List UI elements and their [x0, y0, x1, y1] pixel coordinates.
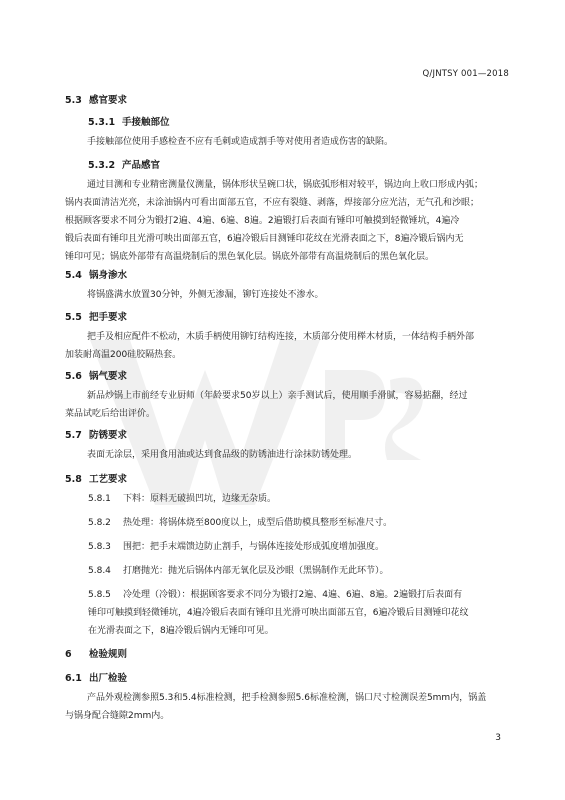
page-number: 3	[495, 733, 501, 743]
section-title: 手接触部位	[122, 117, 170, 128]
section-heading-6-1	[65, 670, 127, 684]
paragraph-line: 根据顾客要求不同分为锻打2遍、4遍、6遍、8遍。2遍锻打后表面有锤印可触摸到轻微锤坑，4遍冷	[65, 216, 460, 226]
paragraph-line: 产品外观检测参照5.3和5.4标准检测，把手检测参照5.6标准检测，锅口尺寸检测误差5mm内，锅盖	[87, 693, 487, 703]
paragraph-6-1	[65, 689, 515, 725]
item-number: 5.8.3	[88, 542, 111, 552]
paragraph-5-5	[65, 328, 515, 364]
section-heading-5-5	[65, 309, 127, 323]
item-text: 冷处理（冷锻）：根据顾客要求不同分为锻打2遍、4遍、6遍、8遍。2遍锻打后表面有	[123, 590, 463, 600]
section-title: 感官要求	[89, 95, 128, 106]
item-text: 锤印可触摸到轻微锤坑，4遍冷锻后表面有锤印且光滑可映出面部五官，6遍冷锻后目测锤印花纹	[88, 608, 469, 618]
item-number: 5.8.5	[88, 590, 111, 600]
paragraph-line: 锻后表面有锤印且光滑可映出面部五官，6遍冷锻后目测锤印花纹在光滑表面之下，8遍冷锻后锅内无	[65, 234, 464, 244]
section-title: 锅气要求	[89, 371, 128, 382]
section-heading-5-4	[65, 267, 127, 281]
paragraph-line: 手接触部位使用手感检查不应有毛刺或造成割手等对使用者造成伤害的缺陷。	[87, 137, 394, 147]
section-heading-5-8	[65, 471, 127, 485]
section-number: 6.1	[65, 673, 82, 684]
chapter-heading-6	[65, 646, 127, 660]
section-number: 5.3.1	[88, 117, 116, 128]
item-text: 打磨抛光：抛光后锅体内部无氧化层及沙眼（黑锅制作无此环节）。	[123, 566, 389, 576]
paragraph-line: 通过目测和专业精密测量仪测量，锅体形状呈碗口状，锅底弧形相对较平，锅边向上收口形成内弧；	[87, 180, 484, 190]
section-number: 5.7	[65, 430, 82, 441]
section-title: 出厂检验	[89, 673, 128, 684]
paragraph-line: 菜品试吃后给出评价。	[65, 409, 156, 419]
section-heading-5-7	[65, 427, 127, 441]
section-number: 5.4	[65, 270, 82, 281]
list-item-5-8-4	[88, 562, 518, 580]
item-text: 围把：把手末端馈边防止割手，与锅体连接处形成弧度增加强度。	[123, 542, 385, 552]
paragraph-line: 新品炒锅上市前经专业厨师（年龄要求50岁以上）亲手测试后，使用顺手滑腻，容易掂翻，经过	[87, 391, 468, 401]
section-heading-5-3-2	[88, 157, 160, 171]
section-number: 5.8	[65, 474, 82, 485]
item-number: 5.8.2	[88, 518, 111, 528]
paragraph-line: 锤印可见；锅底外部带有高温烧制后的黑色氧化层。锅底外部带有高温烧制后的黑色氧化层。	[65, 252, 435, 262]
paragraph-line: 加装耐高温200硅胶隔热套。	[65, 350, 182, 360]
item-number: 5.8.1	[88, 494, 111, 504]
item-text: 热处理：将锅体烧至800度以上，成型后借助模具整形至标准尺寸。	[123, 518, 393, 528]
section-number: 5.3	[65, 95, 82, 106]
document-code: Q/JNTSY 001—2018	[422, 69, 509, 79]
paragraph-5-3-1	[65, 133, 515, 151]
section-heading-5-3	[65, 92, 127, 106]
paragraph-line: 把手及相应配件不松动，木质手柄使用铆钉结构连接，木质部分使用榉木材质，一体结构手柄外部	[87, 332, 475, 342]
section-number: 6	[65, 649, 72, 660]
section-title: 产品感官	[122, 160, 161, 171]
section-heading-5-3-1	[88, 114, 170, 128]
paragraph-5-4	[65, 286, 515, 304]
section-number: 5.5	[65, 312, 82, 323]
list-item-5-8-2	[88, 514, 518, 532]
section-heading-5-6	[65, 368, 127, 382]
paragraph-line: 与锅身配合缝隙2mm内。	[65, 711, 170, 721]
paragraph-5-3-2	[65, 176, 515, 266]
list-item-5-8-3	[88, 538, 518, 556]
section-number: 5.3.2	[88, 160, 116, 171]
paragraph-line: 将锅盛满水放置30分钟，外侧无渗漏，铆钉连接处不渗水。	[87, 290, 324, 300]
section-title: 把手要求	[89, 312, 128, 323]
item-number: 5.8.4	[88, 566, 111, 576]
paragraph-line: 表面无涂层，采用食用油或达到食品级的防锈油进行涂抹防锈处理。	[87, 450, 358, 460]
list-item-5-8-1	[88, 490, 518, 508]
item-text: 在光滑表面之下，8遍冷锻后锅内无锤印可见。	[88, 626, 274, 636]
section-title: 防锈要求	[89, 430, 128, 441]
list-item-5-8-5	[88, 586, 518, 640]
paragraph-5-7	[65, 446, 515, 464]
section-title: 检验规则	[89, 649, 128, 660]
section-title: 工艺要求	[89, 474, 128, 485]
item-text: 下料：原料无破损凹坑，边缘无杂质。	[123, 494, 277, 504]
paragraph-5-6	[65, 387, 515, 423]
paragraph-line: 锅内表面清洁光亮，未涂油锅内可看出面部五官，不应有裂缝、剥落，焊接部分应光洁，无气孔和沙眼；	[65, 198, 480, 208]
section-title: 锅身渗水	[89, 270, 128, 281]
section-number: 5.6	[65, 371, 82, 382]
